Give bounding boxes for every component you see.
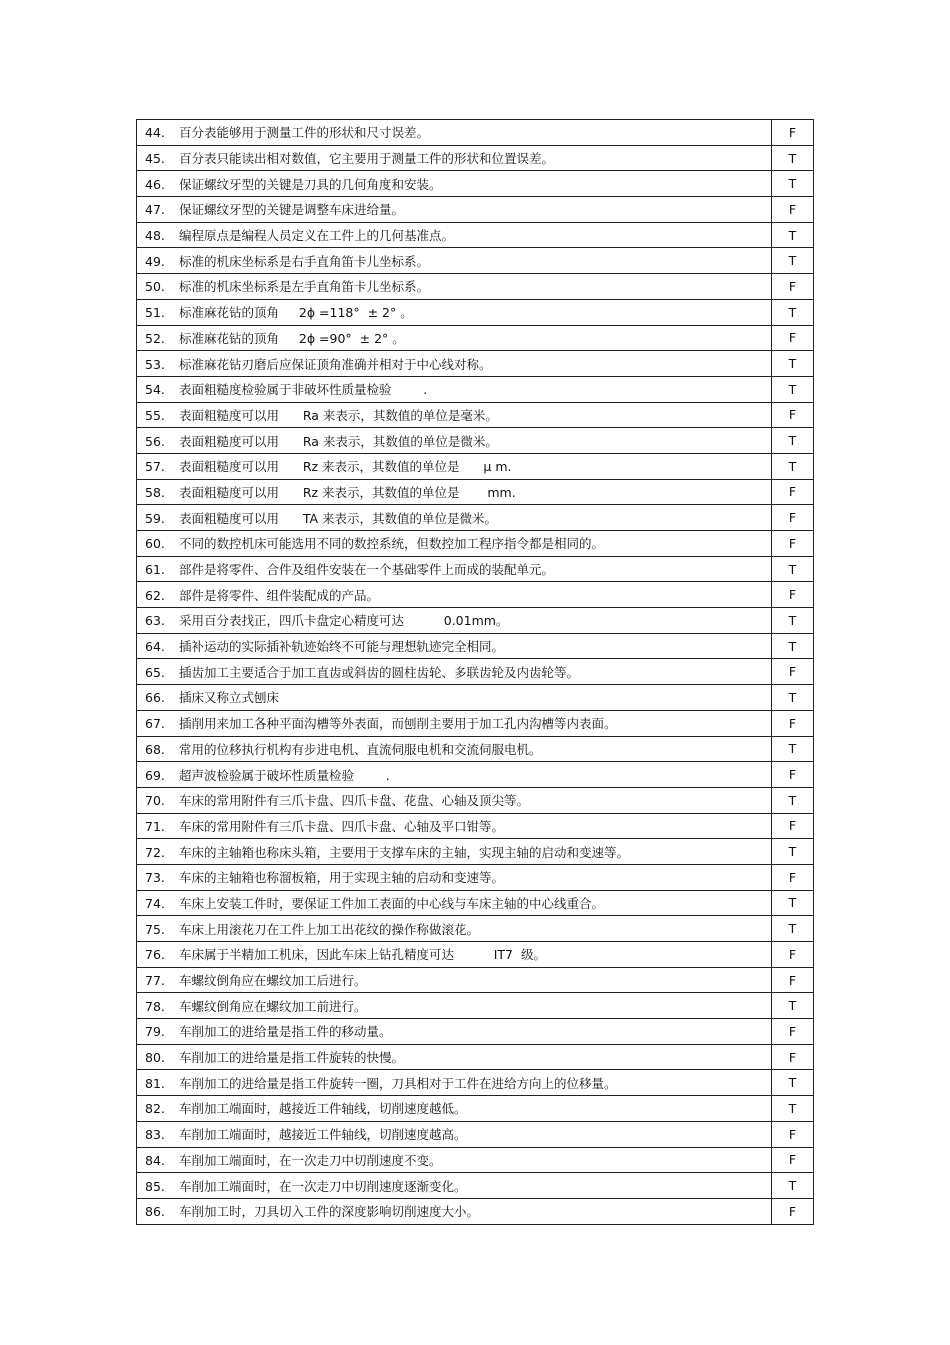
answer-cell: T [772, 453, 814, 479]
answer-cell: F [772, 710, 814, 736]
table-row [137, 659, 814, 685]
statement-cell [137, 505, 772, 531]
table-row [137, 633, 814, 659]
answer-cell: F [772, 505, 814, 531]
table-row [137, 762, 814, 788]
answer-cell: T [772, 787, 814, 813]
question-text: 表面粗糙度可以用 TA 来表示，其数值的单位是微米。 [179, 510, 498, 526]
question-number: 70. [145, 793, 165, 809]
question-number: 85. [145, 1178, 165, 1194]
statement-cell [137, 736, 772, 762]
statement-cell [137, 839, 772, 865]
answer-cell: T [772, 633, 814, 659]
question-number: 81. [145, 1075, 165, 1091]
table-row [137, 531, 814, 557]
answer-cell: F [772, 1019, 814, 1045]
statement-cell [137, 299, 772, 325]
statement-cell [137, 453, 772, 479]
question-number: 56. [145, 433, 165, 449]
statement-cell [137, 967, 772, 993]
question-number: 45. [145, 151, 165, 167]
question-number: 47. [145, 202, 165, 218]
statement-cell [137, 1044, 772, 1070]
statement-cell [137, 479, 772, 505]
question-number: 64. [145, 639, 165, 655]
question-number: 52. [145, 330, 165, 346]
table-row [137, 197, 814, 223]
answer-cell: T [772, 890, 814, 916]
answer-cell: T [772, 248, 814, 274]
statement-cell [137, 274, 772, 300]
answer-cell: F [772, 274, 814, 300]
statement-cell [137, 120, 772, 146]
question-text: 表面粗糙度可以用 Rz 来表示，其数值的单位是 μ m. [179, 459, 512, 475]
question-number: 75. [145, 921, 165, 937]
question-number: 59. [145, 510, 165, 526]
statement-cell [137, 1198, 772, 1224]
question-text: 不同的数控机床可能选用不同的数控系统，但数控加工程序指令都是相同的。 [179, 536, 605, 552]
question-number: 68. [145, 741, 165, 757]
table-row [137, 916, 814, 942]
table-row [137, 608, 814, 634]
answer-cell: T [772, 1070, 814, 1096]
question-number: 83. [145, 1127, 165, 1143]
table-row [137, 967, 814, 993]
answer-cell: F [772, 942, 814, 968]
answer-cell: T [772, 145, 814, 171]
question-text: 车削加工端面时，越接近工件轴线，切削速度越低。 [179, 1101, 467, 1117]
answer-cell: T [772, 171, 814, 197]
statement-cell [137, 608, 772, 634]
answer-cell: T [772, 839, 814, 865]
table-row [137, 505, 814, 531]
table-row [137, 1070, 814, 1096]
statement-cell [137, 145, 772, 171]
question-number: 60. [145, 536, 165, 552]
question-text: 表面粗糙度可以用 Rz 来表示，其数值的单位是 mm. [179, 484, 516, 500]
answer-cell: F [772, 1044, 814, 1070]
question-number: 46. [145, 176, 165, 192]
table-row [137, 839, 814, 865]
question-text: 标准的机床坐标系是左手直角笛卡儿坐标系。 [179, 279, 430, 295]
table-row [137, 274, 814, 300]
question-text: 部件是将零件、组件装配成的产品。 [179, 587, 380, 603]
question-number: 73. [145, 870, 165, 886]
question-number: 49. [145, 253, 165, 269]
question-number: 53. [145, 356, 165, 372]
question-number: 71. [145, 818, 165, 834]
answer-cell: F [772, 325, 814, 351]
statement-cell [137, 351, 772, 377]
statement-cell [137, 813, 772, 839]
question-text: 编程原点是编程人员定义在工件上的几何基准点。 [179, 228, 455, 244]
question-text: 车螺纹倒角应在螺纹加工后进行。 [179, 973, 367, 989]
statement-cell [137, 633, 772, 659]
table-row [137, 171, 814, 197]
question-text: 车床上用滚花刀在工件上加工出花纹的操作称做滚花。 [179, 921, 480, 937]
table-row [137, 993, 814, 1019]
statement-cell [137, 710, 772, 736]
question-text: 车床属于半精加工机床，因此车床上钻孔精度可达 IT7 级。 [179, 947, 546, 963]
answer-cell: F [772, 762, 814, 788]
question-text: 标准麻花钻的顶角 2ϕ =90° ± 2° 。 [179, 330, 405, 346]
statement-cell [137, 325, 772, 351]
question-number: 58. [145, 484, 165, 500]
question-number: 67. [145, 716, 165, 732]
statement-cell [137, 787, 772, 813]
answer-cell: F [772, 1198, 814, 1224]
question-text: 车床的主轴箱也称床头箱，主要用于支撑车床的主轴，实现主轴的启动和变速等。 [179, 844, 630, 860]
statement-cell [137, 582, 772, 608]
question-text: 采用百分表找正，四爪卡盘定心精度可达 0.01mm。 [179, 613, 509, 629]
table-row [137, 685, 814, 711]
table-row [137, 556, 814, 582]
answer-cell: T [772, 299, 814, 325]
question-number: 79. [145, 1024, 165, 1040]
question-number: 72. [145, 844, 165, 860]
question-text: 常用的位移执行机构有步进电机、直流伺服电机和交流伺服电机。 [179, 741, 542, 757]
statement-cell [137, 942, 772, 968]
question-number: 82. [145, 1101, 165, 1117]
answer-cell: F [772, 967, 814, 993]
question-number: 62. [145, 587, 165, 603]
answer-cell: F [772, 813, 814, 839]
question-text: 表面粗糙度检验属于非破坏性质量检验 . [179, 382, 428, 398]
statement-cell [137, 402, 772, 428]
answer-cell: F [772, 531, 814, 557]
answer-cell: T [772, 428, 814, 454]
question-text: 插齿加工主要适合于加工直齿或斜齿的圆柱齿轮、多联齿轮及内齿轮等。 [179, 664, 580, 680]
table-row [137, 351, 814, 377]
statement-cell [137, 428, 772, 454]
question-number: 51. [145, 305, 165, 321]
table-row [137, 787, 814, 813]
statement-cell [137, 1070, 772, 1096]
question-text: 车螺纹倒角应在螺纹加工前进行。 [179, 998, 367, 1014]
question-text: 车削加工的进给量是指工件旋转一圈，刀具相对于工件在进给方向上的位移量。 [179, 1075, 617, 1091]
statement-cell [137, 1147, 772, 1173]
answer-cell: T [772, 1096, 814, 1122]
table-row [137, 1044, 814, 1070]
answer-cell: T [772, 736, 814, 762]
table-row [137, 1019, 814, 1045]
question-text: 保证螺纹牙型的关键是调整车床进给量。 [179, 202, 405, 218]
question-number: 57. [145, 459, 165, 475]
table-row [137, 325, 814, 351]
question-number: 86. [145, 1204, 165, 1220]
question-table-body [137, 120, 814, 1225]
statement-cell [137, 1121, 772, 1147]
question-text: 部件是将零件、合件及组件安装在一个基础零件上而成的装配单元。 [179, 562, 555, 578]
question-text: 百分表只能读出相对数值，它主要用于测量工件的形状和位置误差。 [179, 151, 555, 167]
statement-cell [137, 531, 772, 557]
table-row [137, 1173, 814, 1199]
answer-cell: T [772, 222, 814, 248]
question-text: 插削用来加工各种平面沟槽等外表面，而刨削主要用于加工孔内沟槽等内表面。 [179, 716, 617, 732]
answer-cell: F [772, 1121, 814, 1147]
question-number: 61. [145, 562, 165, 578]
question-text: 表面粗糙度可以用 Ra 来表示，其数值的单位是微米。 [179, 433, 498, 449]
question-number: 76. [145, 947, 165, 963]
answer-cell: F [772, 402, 814, 428]
question-number: 84. [145, 1152, 165, 1168]
question-text: 车床的常用附件有三爪卡盘、四爪卡盘、心轴及平口钳等。 [179, 818, 505, 834]
answer-cell: T [772, 376, 814, 402]
table-row [137, 1198, 814, 1224]
answer-cell: F [772, 120, 814, 146]
answer-cell: T [772, 608, 814, 634]
question-text: 保证螺纹牙型的关键是刀具的几何角度和安装。 [179, 176, 442, 192]
table-row [137, 1121, 814, 1147]
question-number: 78. [145, 998, 165, 1014]
question-number: 69. [145, 767, 165, 783]
question-text: 超声波检验属于破坏性质量检验 . [179, 767, 390, 783]
question-text: 车削加工时，刀具切入工件的深度影响切削速度大小。 [179, 1204, 480, 1220]
question-number: 74. [145, 895, 165, 911]
table-row [137, 890, 814, 916]
table-row [137, 942, 814, 968]
statement-cell [137, 222, 772, 248]
table-row [137, 1096, 814, 1122]
question-text: 插补运动的实际插补轨迹始终不可能与理想轨迹完全相同。 [179, 639, 505, 655]
table-row [137, 736, 814, 762]
question-number: 63. [145, 613, 165, 629]
statement-cell [137, 659, 772, 685]
question-number: 65. [145, 664, 165, 680]
answer-cell: T [772, 993, 814, 1019]
table-row [137, 145, 814, 171]
statement-cell [137, 556, 772, 582]
question-text: 插床又称立式刨床 [179, 690, 280, 706]
answer-cell: F [772, 197, 814, 223]
question-number: 80. [145, 1050, 165, 1066]
statement-cell [137, 890, 772, 916]
table-row [137, 120, 814, 146]
question-number: 48. [145, 228, 165, 244]
table-row [137, 248, 814, 274]
answer-cell: T [772, 556, 814, 582]
table-row [137, 453, 814, 479]
question-number: 44. [145, 125, 165, 141]
statement-cell [137, 171, 772, 197]
statement-cell [137, 762, 772, 788]
table-row [137, 864, 814, 890]
question-text: 车床上安装工件时，要保证工件加工表面的中心线与车床主轴的中心线重合。 [179, 895, 605, 911]
answer-cell: F [772, 1147, 814, 1173]
question-text: 标准的机床坐标系是右手直角笛卡儿坐标系。 [179, 253, 430, 269]
statement-cell [137, 864, 772, 890]
question-text: 车削加工的进给量是指工件旋转的快慢。 [179, 1050, 405, 1066]
question-text: 车削加工端面时，在一次走刀中切削速度逐渐变化。 [179, 1178, 467, 1194]
question-text: 车削加工端面时，越接近工件轴线，切削速度越高。 [179, 1127, 467, 1143]
question-number: 77. [145, 973, 165, 989]
answer-cell: T [772, 351, 814, 377]
statement-cell [137, 916, 772, 942]
statement-cell [137, 1096, 772, 1122]
statement-cell [137, 1173, 772, 1199]
table-row [137, 1147, 814, 1173]
table-row [137, 479, 814, 505]
question-text: 表面粗糙度可以用 Ra 来表示，其数值的单位是毫米。 [179, 407, 498, 423]
question-text: 标准麻花钻刃磨后应保证顶角准确并相对于中心线对称。 [179, 356, 492, 372]
question-text: 车床的主轴箱也称溜板箱，用于实现主轴的启动和变速等。 [179, 870, 505, 886]
answer-cell: F [772, 479, 814, 505]
table-row [137, 222, 814, 248]
question-text: 百分表能够用于测量工件的形状和尺寸误差。 [179, 125, 430, 141]
table-row [137, 402, 814, 428]
question-text: 车削加工的进给量是指工件的移动量。 [179, 1024, 392, 1040]
statement-cell [137, 197, 772, 223]
answer-cell: T [772, 1173, 814, 1199]
statement-cell [137, 685, 772, 711]
statement-cell [137, 376, 772, 402]
question-text: 车削加工端面时，在一次走刀中切削速度不变。 [179, 1152, 442, 1168]
table-row [137, 428, 814, 454]
answer-cell: F [772, 659, 814, 685]
question-table [136, 119, 814, 1225]
statement-cell [137, 248, 772, 274]
answer-cell: F [772, 864, 814, 890]
answer-cell: T [772, 916, 814, 942]
answer-cell: F [772, 582, 814, 608]
question-text: 标准麻花钻的顶角 2ϕ =118° ± 2° 。 [179, 305, 413, 321]
statement-cell [137, 993, 772, 1019]
statement-cell [137, 1019, 772, 1045]
question-number: 54. [145, 382, 165, 398]
question-number: 55. [145, 407, 165, 423]
table-row [137, 582, 814, 608]
question-number: 50. [145, 279, 165, 295]
table-row [137, 710, 814, 736]
question-number: 66. [145, 690, 165, 706]
table-row [137, 813, 814, 839]
table-row [137, 376, 814, 402]
table-row [137, 299, 814, 325]
answer-cell: T [772, 685, 814, 711]
question-text: 车床的常用附件有三爪卡盘、四爪卡盘、花盘、心轴及顶尖等。 [179, 793, 530, 809]
